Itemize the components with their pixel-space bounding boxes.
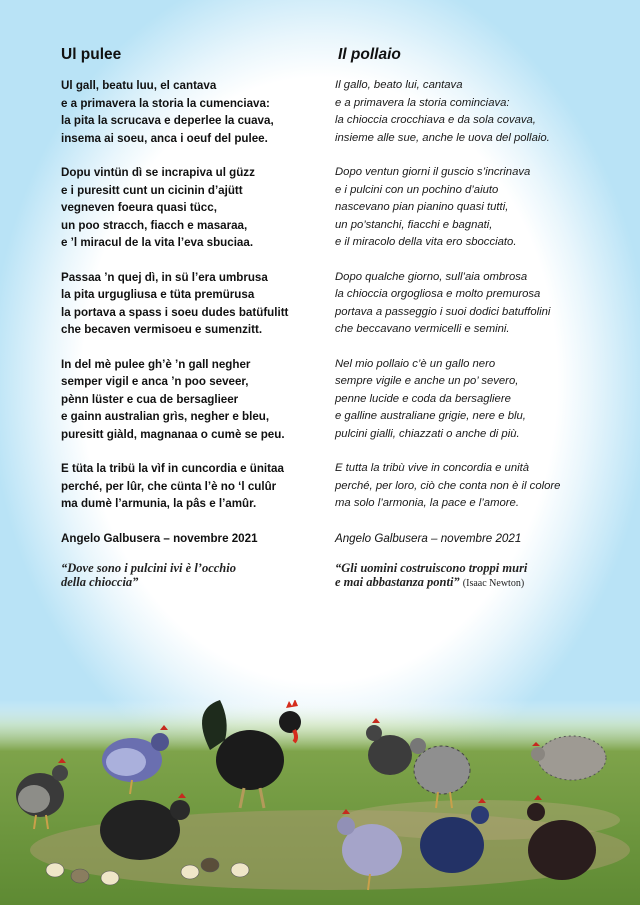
verse-line: insema ai soeu, anca i oeuf del pulee. <box>61 131 268 145</box>
poem-left-title: Ul pulee <box>61 46 122 63</box>
stanza <box>335 356 610 444</box>
quote-line: “Dove sono i pulcini ivi è l’occhio <box>61 561 236 575</box>
verse-line: sempre vigile e anche un po’ severo, <box>335 375 519 387</box>
poem-left-column <box>61 46 336 589</box>
verse-line: Dopo qualche giorno, sull’aia ombrosa <box>335 270 528 283</box>
verse-line: portava a passeggio i suoi dodici batuffolini <box>335 305 551 318</box>
stanza <box>61 460 336 513</box>
poem-right-signature: Angelo Galbusera – novembre 2021 <box>335 531 522 545</box>
verse-line: e i puresitt cunt un cicinin d’ajütt <box>61 183 243 197</box>
verse-line: pènn lüster e cua de bersaglieer <box>61 392 239 406</box>
verse-line: nascevano pian pianino quasi tutti, <box>335 201 509 213</box>
verse-line: e gainn australian grìs, negher e bleu, <box>61 410 270 423</box>
verse-line: penne lucide e coda da bersagliere <box>335 392 511 405</box>
poem-right-title: Il pollaio <box>338 46 401 63</box>
verse-line: che becaven vermisoeu e sumenzitt. <box>61 323 263 336</box>
stanza <box>335 460 610 513</box>
stanza <box>61 77 336 147</box>
stanza <box>61 269 336 339</box>
verse-line: Nel mio pollaio c’è un gallo nero <box>335 357 496 370</box>
verse-line: e il miracolo della vita ero sbocciato. <box>335 236 517 248</box>
verse-line: puresitt giàld, magnanaa o cumè se peu. <box>61 427 285 441</box>
quote-author: (Isaac Newton) <box>462 578 525 589</box>
stanza <box>61 164 336 252</box>
poem-right-stanzas <box>335 77 610 513</box>
quote-line-text: e mai abbastanza ponti” <box>335 575 460 589</box>
verse-line: E tüta la tribü la vìf in cuncordia e ünitaa <box>61 462 284 475</box>
verse-line: Il gallo, beato lui, cantava <box>335 79 463 91</box>
verse-line: E tutta la tribù vive in concordia e unità <box>335 462 530 474</box>
verse-line: la chioccia orgogliosa e molto premurosa <box>335 288 541 300</box>
quote-line: della chioccia” <box>61 575 139 589</box>
verse-line: ma solo l’armonia, la pace e l’amore. <box>335 497 519 509</box>
verse-line: In del mè pulee gh’è ’n gall negher <box>61 357 251 371</box>
verse-line: e a primavera la storia la cumenciava: <box>61 96 270 110</box>
verse-line: perché, per lûr, che cünta l’è no ‘l culûr <box>61 479 277 493</box>
poem-right-column <box>335 46 610 591</box>
verse-line: Ul gall, beatu luu, el cantava <box>61 79 217 92</box>
poem-right-quote <box>335 561 610 591</box>
poem-left-signature: Angelo Galbusera – novembre 2021 <box>61 531 258 545</box>
verse-line: insieme alle sue, anche le uova del pollaio. <box>335 131 550 144</box>
verse-line: Passaa ’n quej dì, in sü l’era umbrusa <box>61 270 268 284</box>
chicken-yard-illustration <box>0 700 640 905</box>
verse-line: e ’l miracul de la vita l’eva sbuciaa. <box>61 236 254 249</box>
verse-line: Dopo ventun giorni il guscio s’incrinava <box>335 166 531 178</box>
verse-line: la portava a spass i soeu dudes batüfulitt <box>61 305 289 319</box>
verse-line: e i pulcini con un pochino d’aiuto <box>335 183 499 196</box>
quote-line: “Gli uomini costruiscono troppi muri <box>335 561 528 575</box>
verse-line: Dopu vintün dì se incrapiva ul güzz <box>61 166 255 179</box>
verse-line: vegneven foeura quasi tücc, <box>61 201 217 214</box>
verse-line: un poo stracch, fiacch e masaraa, <box>61 218 248 232</box>
stanza <box>335 77 610 147</box>
verse-line: e a primavera la storia cominciava: <box>335 96 510 109</box>
poem-left-stanzas <box>61 77 336 513</box>
verse-line: e galline australiane grigie, nere e blu, <box>335 410 526 422</box>
stanza <box>335 269 610 339</box>
verse-line: la pita urgugliusa e tüta premürusa <box>61 288 255 301</box>
stanza <box>61 356 336 444</box>
poem-left-quote <box>61 561 336 589</box>
verse-line: un po’stanchi, fiacchi e bagnati, <box>335 218 493 231</box>
verse-line: la pita la scrucava e deperlee la cuava, <box>61 114 274 127</box>
verse-line: la chioccia crocchiava e da sola covava, <box>335 114 536 126</box>
verse-line: che beccavano vermicelli e semini. <box>335 323 510 335</box>
verse-line: pulcini gialli, chiazzati o anche di più. <box>335 427 520 440</box>
verse-line: ma dumè l’armunia, la pâs e l’amûr. <box>61 497 257 510</box>
verse-line: perché, per loro, ciò che conta non è il colore <box>335 479 561 492</box>
quote-line <box>335 575 610 591</box>
stanza <box>335 164 610 252</box>
verse-line: semper vigil e anca ’n poo seveer, <box>61 375 249 388</box>
